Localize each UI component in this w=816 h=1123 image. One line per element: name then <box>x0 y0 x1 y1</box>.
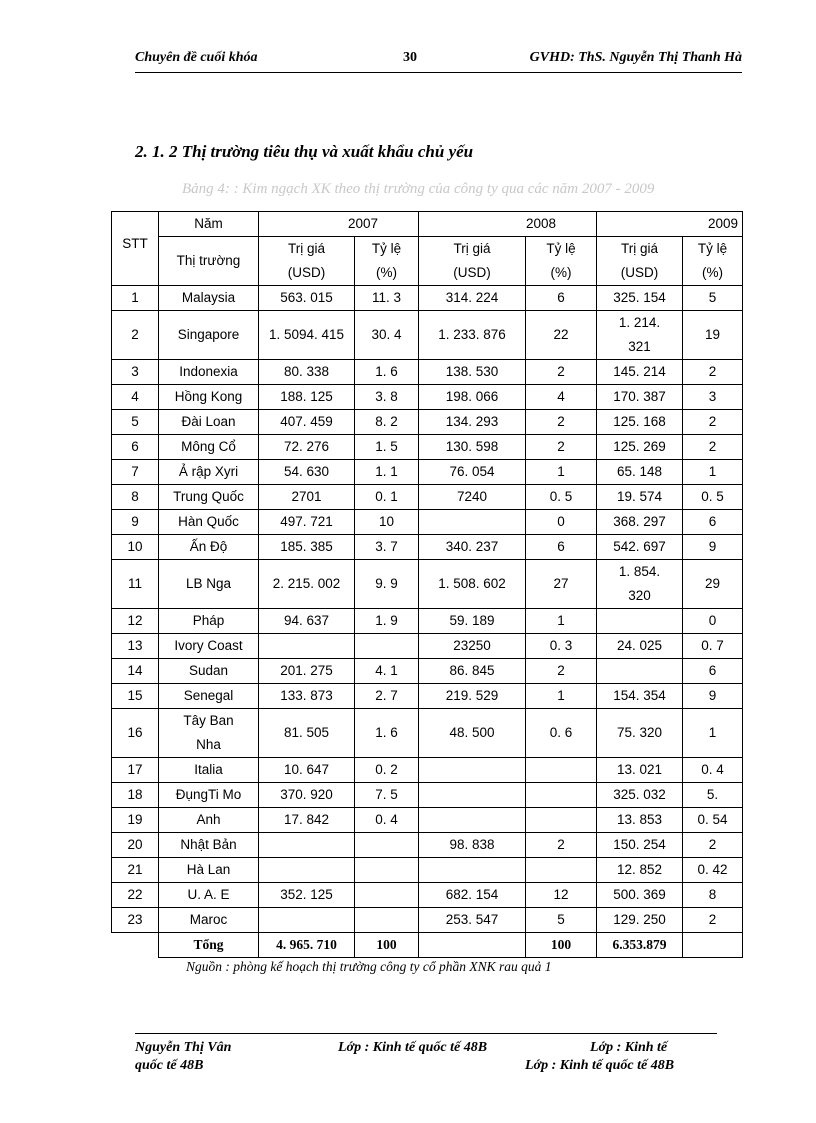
cell-value: 13. 021 <box>597 758 683 783</box>
row-stt: 4 <box>112 385 159 410</box>
cell-value: 30. 4 <box>355 311 419 360</box>
cell-value: 86. 845 <box>419 659 526 684</box>
row-stt: 16 <box>112 709 159 758</box>
cell-value: 0 <box>526 510 597 535</box>
row-stt: 7 <box>112 460 159 485</box>
market-name: Maroc <box>159 908 259 933</box>
cell-value: 1 <box>683 460 743 485</box>
table-row <box>112 560 743 609</box>
ratio-header: Tỷ lệ (%) <box>355 237 419 286</box>
footer-class-2: Lớp : Kinh tế <box>590 1040 668 1055</box>
cell-value: 13. 853 <box>597 808 683 833</box>
table-row <box>112 535 743 560</box>
market-name: Ấn Độ <box>159 535 259 560</box>
row-stt: 13 <box>112 634 159 659</box>
table-row <box>112 833 743 858</box>
ratio-header: Tỷ lệ (%) <box>683 237 743 286</box>
cell-value: 19. 574 <box>597 485 683 510</box>
table-row <box>112 908 743 933</box>
cell-value: 198. 066 <box>419 385 526 410</box>
cell-value: 1. 6 <box>355 360 419 385</box>
cell-value: 170. 387 <box>597 385 683 410</box>
cell-value: 24. 025 <box>597 634 683 659</box>
row-stt: 22 <box>112 883 159 908</box>
row-stt: 18 <box>112 783 159 808</box>
total-row <box>112 933 743 958</box>
cell-value <box>526 783 597 808</box>
market-name: Mông Cổ <box>159 435 259 460</box>
market-name: Senegal <box>159 684 259 709</box>
section-title: 2. 1. 2 Thị trường tiêu thụ và xuất khẩu chủ yếu <box>135 142 474 161</box>
market-name: Ả rập Xyri <box>159 460 259 485</box>
row-stt: 20 <box>112 833 159 858</box>
cell-value: 2 <box>526 435 597 460</box>
cell-value: 5 <box>683 286 743 311</box>
cell-value: 2 <box>526 659 597 684</box>
cell-value: 145. 214 <box>597 360 683 385</box>
table-row <box>112 286 743 311</box>
cell-value: 219. 529 <box>419 684 526 709</box>
cell-value: 1 <box>526 460 597 485</box>
cell-value: 563. 015 <box>259 286 355 311</box>
cell-value <box>355 634 419 659</box>
cell-value <box>259 634 355 659</box>
cell-value: 27 <box>526 560 597 609</box>
market-name: ĐụngTi Mo <box>159 783 259 808</box>
cell-value: 125. 168 <box>597 410 683 435</box>
cell-value: 9 <box>683 535 743 560</box>
footer-class: Lớp : Kinh tế quốc tế 48B <box>338 1040 488 1055</box>
cell-value: 1. 5094. 415 <box>259 311 355 360</box>
export-market-table <box>111 211 743 958</box>
header-title: Chuyên đề cuối khóa <box>135 50 258 65</box>
cell-value: 7. 5 <box>355 783 419 808</box>
cell-value: 125. 269 <box>597 435 683 460</box>
market-name: Singapore <box>159 311 259 360</box>
value-header: Trị giá (USD) <box>419 237 526 286</box>
cell-value: 3 <box>683 385 743 410</box>
table-row <box>112 709 743 758</box>
market-name: U. A. E <box>159 883 259 908</box>
row-stt: 9 <box>112 510 159 535</box>
cell-value: 1. 214. 321 <box>597 311 683 360</box>
market-name: Nhật Bản <box>159 833 259 858</box>
row-stt: 3 <box>112 360 159 385</box>
cell-value: 10 <box>355 510 419 535</box>
table-row <box>112 634 743 659</box>
page-number: 30 <box>403 50 417 65</box>
cell-value: 4. 1 <box>355 659 419 684</box>
total-value: 100 <box>526 933 597 958</box>
footer-author-cont: quốc tế 48B <box>135 1058 204 1073</box>
table-row <box>112 410 743 435</box>
market-name: LB Nga <box>159 560 259 609</box>
cell-value: 325. 154 <box>597 286 683 311</box>
table-caption: Bảng 4: : Kim ngạch XK theo thị trường của công ty qua các năm 2007 - 2009 <box>182 181 655 197</box>
page-header <box>135 50 742 73</box>
cell-value: 133. 873 <box>259 684 355 709</box>
cell-value: 253. 547 <box>419 908 526 933</box>
cell-value <box>259 858 355 883</box>
cell-value: 0. 4 <box>355 808 419 833</box>
footer-author: Nguyễn Thị Vân <box>135 1040 232 1055</box>
cell-value: 22 <box>526 311 597 360</box>
cell-value: 340. 237 <box>419 535 526 560</box>
table-row <box>112 783 743 808</box>
cell-value: 3. 7 <box>355 535 419 560</box>
table-row <box>112 385 743 410</box>
cell-value: 1 <box>526 684 597 709</box>
cell-value: 1. 854. 320 <box>597 560 683 609</box>
cell-value: 48. 500 <box>419 709 526 758</box>
cell-value: 1. 1 <box>355 460 419 485</box>
cell-value: 8. 2 <box>355 410 419 435</box>
value-header: Trị giá (USD) <box>259 237 355 286</box>
cell-value: 2 <box>683 435 743 460</box>
cell-value: 4 <box>526 385 597 410</box>
market-name: Tây Ban Nha <box>159 709 259 758</box>
cell-value: 59. 189 <box>419 609 526 634</box>
total-value: 6.353.879 <box>597 933 683 958</box>
row-stt: 6 <box>112 435 159 460</box>
cell-value: 185. 385 <box>259 535 355 560</box>
market-name: Malaysia <box>159 286 259 311</box>
cell-value: 23250 <box>419 634 526 659</box>
cell-value: 325. 032 <box>597 783 683 808</box>
total-value: 100 <box>355 933 419 958</box>
cell-value: 9 <box>683 684 743 709</box>
row-stt: 2 <box>112 311 159 360</box>
market-name: Hồng Kong <box>159 385 259 410</box>
cell-value: 314. 224 <box>419 286 526 311</box>
cell-value: 10. 647 <box>259 758 355 783</box>
cell-value: 6 <box>526 535 597 560</box>
total-value: 4. 965. 710 <box>259 933 355 958</box>
year-2007: 2007 <box>259 212 419 237</box>
cell-value: 2. 7 <box>355 684 419 709</box>
cell-value: 7240 <box>419 485 526 510</box>
cell-value: 2 <box>683 833 743 858</box>
cell-value: 0. 42 <box>683 858 743 883</box>
cell-value: 81. 505 <box>259 709 355 758</box>
table-row <box>112 460 743 485</box>
cell-value: 0. 2 <box>355 758 419 783</box>
row-stt: 11 <box>112 560 159 609</box>
table-source: Nguồn : phòng kế hoạch thị trường công ty cổ phần XNK rau quả 1 <box>186 959 552 974</box>
year-header: Năm <box>159 212 259 237</box>
cell-value: 2 <box>683 410 743 435</box>
market-name: Indonexia <box>159 360 259 385</box>
cell-value: 0. 5 <box>526 485 597 510</box>
cell-value <box>526 858 597 883</box>
total-value <box>683 933 743 958</box>
year-2008: 2008 <box>419 212 597 237</box>
cell-value <box>597 609 683 634</box>
cell-value: 72. 276 <box>259 435 355 460</box>
table-row <box>112 858 743 883</box>
year-2009: 2009 <box>597 212 743 237</box>
header-advisor: GVHD: ThS. Nguyễn Thị Thanh Hà <box>529 50 742 65</box>
cell-value <box>419 758 526 783</box>
cell-value <box>355 908 419 933</box>
market-name: Anh <box>159 808 259 833</box>
cell-value: 98. 838 <box>419 833 526 858</box>
row-stt: 15 <box>112 684 159 709</box>
cell-value: 0. 6 <box>526 709 597 758</box>
cell-value <box>526 808 597 833</box>
table-row <box>112 808 743 833</box>
cell-value: 1 <box>526 609 597 634</box>
cell-value <box>355 833 419 858</box>
cell-value: 497. 721 <box>259 510 355 535</box>
cell-value: 75. 320 <box>597 709 683 758</box>
market-header: Thị trường <box>159 237 259 286</box>
total-value <box>419 933 526 958</box>
cell-value: 1. 508. 602 <box>419 560 526 609</box>
row-stt: 17 <box>112 758 159 783</box>
cell-value: 65. 148 <box>597 460 683 485</box>
cell-value: 134. 293 <box>419 410 526 435</box>
cell-value: 150. 254 <box>597 833 683 858</box>
stt-header: STT <box>112 212 159 286</box>
cell-value: 2. 215. 002 <box>259 560 355 609</box>
cell-value: 370. 920 <box>259 783 355 808</box>
cell-value: 0. 3 <box>526 634 597 659</box>
row-stt: 8 <box>112 485 159 510</box>
cell-value: 1. 5 <box>355 435 419 460</box>
cell-value: 6 <box>683 659 743 684</box>
cell-value: 1 <box>683 709 743 758</box>
cell-value: 12. 852 <box>597 858 683 883</box>
cell-value: 2 <box>683 908 743 933</box>
cell-value <box>419 808 526 833</box>
row-stt: 5 <box>112 410 159 435</box>
market-name: Sudan <box>159 659 259 684</box>
table-row <box>112 758 743 783</box>
cell-value: 0. 7 <box>683 634 743 659</box>
cell-value: 12 <box>526 883 597 908</box>
cell-value: 29 <box>683 560 743 609</box>
table-row <box>112 609 743 634</box>
blank-cell <box>112 933 159 958</box>
row-stt: 14 <box>112 659 159 684</box>
cell-value: 54. 630 <box>259 460 355 485</box>
cell-value: 0. 54 <box>683 808 743 833</box>
row-stt: 21 <box>112 858 159 883</box>
market-name: Hàn Quốc <box>159 510 259 535</box>
cell-value: 0. 4 <box>683 758 743 783</box>
footer-class-3: Lớp : Kinh tế quốc tế 48B <box>525 1058 675 1073</box>
cell-value: 542. 697 <box>597 535 683 560</box>
market-name: Trung Quốc <box>159 485 259 510</box>
cell-value: 368. 297 <box>597 510 683 535</box>
cell-value: 188. 125 <box>259 385 355 410</box>
cell-value: 2701 <box>259 485 355 510</box>
cell-value: 17. 842 <box>259 808 355 833</box>
cell-value: 1. 9 <box>355 609 419 634</box>
cell-value: 0. 1 <box>355 485 419 510</box>
cell-value <box>355 858 419 883</box>
market-name: Ivory Coast <box>159 634 259 659</box>
cell-value <box>259 833 355 858</box>
cell-value: 9. 9 <box>355 560 419 609</box>
table-row <box>112 659 743 684</box>
cell-value: 94. 637 <box>259 609 355 634</box>
cell-value <box>526 758 597 783</box>
cell-value: 8 <box>683 883 743 908</box>
cell-value: 5. <box>683 783 743 808</box>
row-stt: 1 <box>112 286 159 311</box>
row-stt: 23 <box>112 908 159 933</box>
cell-value <box>597 659 683 684</box>
table-row <box>112 684 743 709</box>
market-name: Hà Lan <box>159 858 259 883</box>
cell-value: 2 <box>683 360 743 385</box>
cell-value: 2 <box>526 833 597 858</box>
row-stt: 10 <box>112 535 159 560</box>
row-stt: 12 <box>112 609 159 634</box>
cell-value: 352. 125 <box>259 883 355 908</box>
market-name: Pháp <box>159 609 259 634</box>
cell-value: 3. 8 <box>355 385 419 410</box>
market-name: Italia <box>159 758 259 783</box>
cell-value: 1. 6 <box>355 709 419 758</box>
table-row <box>112 485 743 510</box>
table-row <box>112 311 743 360</box>
cell-value <box>419 858 526 883</box>
cell-value: 407. 459 <box>259 410 355 435</box>
cell-value: 154. 354 <box>597 684 683 709</box>
cell-value: 500. 369 <box>597 883 683 908</box>
cell-value: 682. 154 <box>419 883 526 908</box>
cell-value: 0 <box>683 609 743 634</box>
table-row <box>112 883 743 908</box>
table-row <box>112 435 743 460</box>
row-stt: 19 <box>112 808 159 833</box>
cell-value: 129. 250 <box>597 908 683 933</box>
market-name: Đài Loan <box>159 410 259 435</box>
cell-value <box>419 783 526 808</box>
total-label: Tổng <box>159 933 259 958</box>
cell-value: 19 <box>683 311 743 360</box>
cell-value: 130. 598 <box>419 435 526 460</box>
cell-value: 1. 233. 876 <box>419 311 526 360</box>
table-row <box>112 360 743 385</box>
cell-value: 5 <box>526 908 597 933</box>
cell-value <box>259 908 355 933</box>
cell-value: 2 <box>526 360 597 385</box>
cell-value: 6 <box>683 510 743 535</box>
value-header: Trị giá (USD) <box>597 237 683 286</box>
cell-value: 2 <box>526 410 597 435</box>
cell-value: 201. 275 <box>259 659 355 684</box>
cell-value: 80. 338 <box>259 360 355 385</box>
table-row <box>112 510 743 535</box>
cell-value: 76. 054 <box>419 460 526 485</box>
cell-value: 11. 3 <box>355 286 419 311</box>
ratio-header: Tỷ lệ (%) <box>526 237 597 286</box>
cell-value <box>355 883 419 908</box>
cell-value: 0. 5 <box>683 485 743 510</box>
cell-value <box>419 510 526 535</box>
cell-value: 6 <box>526 286 597 311</box>
page-footer <box>135 1033 717 1034</box>
cell-value: 138. 530 <box>419 360 526 385</box>
